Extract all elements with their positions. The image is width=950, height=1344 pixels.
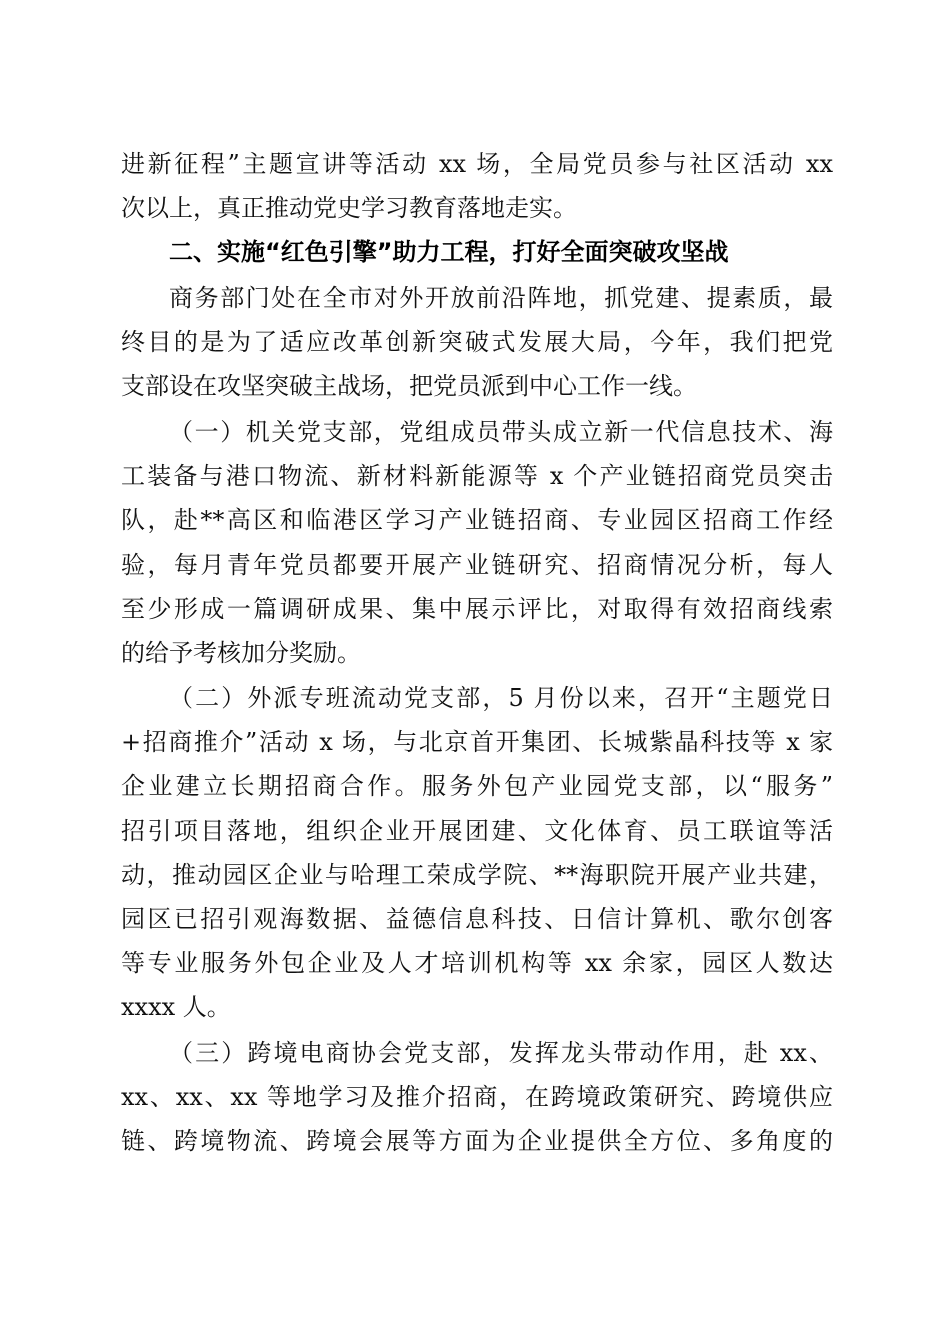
text-line: xx、xx、xx 等地学习及推介招商，在跨境政策研究、跨境供应: [121, 1083, 833, 1112]
text-line: 招引项目落地，组织企业开展团建、文化体育、员工联谊等活: [121, 816, 833, 845]
text-line: 企业建立长期招商合作。服务外包产业园党支部，以“服务”: [121, 772, 833, 801]
paragraph-3: [121, 676, 833, 1030]
text-line: 次以上，真正推动党史学习教育落地走实。: [121, 194, 577, 223]
text-line: 工装备与港口物流、新材料新能源等 x 个产业链招商党员突击: [121, 462, 833, 491]
text-line: 的给予考核加分奖励。: [121, 638, 361, 667]
text-line: 验，每月青年党员都要开展产业链研究、招商情况分析，每人: [121, 550, 833, 579]
text-line: （三）跨境电商协会党支部，发挥龙头带动作用，赴 xx、: [169, 1039, 833, 1067]
text-line: （一）机关党支部，党组成员带头成立新一代信息技术、海: [169, 418, 833, 446]
text-line: 商务部门处在全市对外开放前沿阵地，抓党建、提素质，最: [169, 284, 833, 312]
paragraph-2: [121, 410, 833, 675]
intro-paragraph: [121, 142, 833, 230]
paragraph-4: [121, 1031, 833, 1164]
text-line: 进新征程”主题宣讲等活动 xx 场，全局党员参与社区活动 xx: [121, 150, 833, 178]
text-line: +招商推介”活动 x 场，与北京首开集团、长城紫晶科技等 x 家: [121, 728, 833, 757]
text-line: 支部设在攻坚突破主战场，把党员派到中心工作一线。: [121, 372, 697, 401]
text-line: xxxx 人。: [121, 993, 231, 1022]
text-line: 队，赴**高区和临港区学习产业链招商、专业园区招商工作经: [121, 506, 833, 535]
text-line: 等专业服务外包企业及人才培训机构等 xx 余家，园区人数达: [121, 949, 833, 978]
text-line: 终目的是为了适应改革创新突破式发展大局，今年，我们把党: [121, 328, 833, 357]
text-line: 动，推动园区企业与哈理工荣成学院、**海职院开展产业共建，: [121, 860, 833, 889]
section-heading: 二、实施“红色引擎”助力工程，打好全面突破攻坚战: [169, 238, 729, 266]
text-line: （二）外派专班流动党支部，5 月份以来，召开“主题党日: [169, 684, 833, 712]
paragraph-1: [121, 276, 833, 409]
text-line: 链、跨境物流、跨境会展等方面为企业提供全方位、多角度的: [121, 1127, 833, 1156]
text-line: 至少形成一篇调研成果、集中展示评比，对取得有效招商线索: [121, 594, 833, 623]
text-line: 园区已招引观海数据、益德信息科技、日信计算机、歌尔创客: [121, 904, 833, 933]
